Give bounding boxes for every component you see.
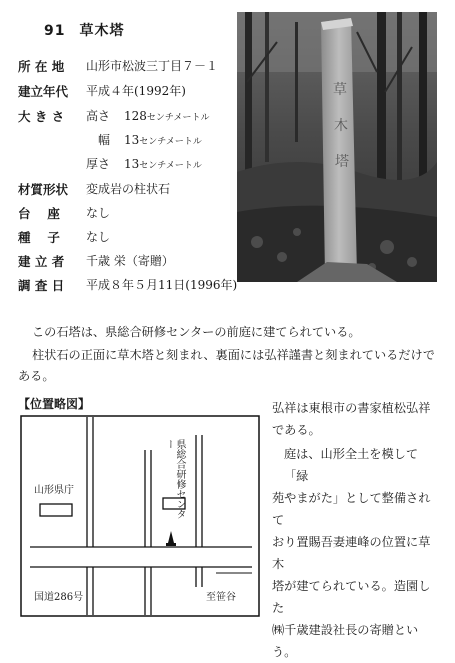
- size-depth: 厚さ 13センチメートル: [86, 157, 202, 171]
- field-value: なし: [86, 206, 111, 220]
- field-value: なし: [86, 230, 111, 244]
- field-value: 平成４年(1992年): [86, 84, 186, 98]
- field-label: 調 査 日: [18, 278, 65, 293]
- side-text: [272, 397, 442, 663]
- field-label: 台 座: [18, 206, 60, 221]
- paragraph-1: この石塔は、県総合研修センターの前庭に建てられている。: [32, 325, 361, 339]
- side-line: ㈱千歳建設社長の寄贈という。: [272, 623, 419, 659]
- side-line: である。: [272, 423, 321, 437]
- side-line: おり置賜吾妻連峰の位置に草木: [272, 535, 431, 571]
- size-height: 高さ 128センチメートル: [86, 109, 210, 123]
- field-label: 所 在 地: [18, 59, 65, 74]
- stone-pillar-photo: [237, 12, 437, 282]
- field-label: 材質形状: [18, 182, 69, 197]
- svg-text:草: 草: [333, 82, 347, 98]
- entry-title: 草木塔: [79, 23, 125, 39]
- side-line: 弘祥は東根市の書家植松弘祥: [272, 401, 431, 415]
- map-drawing: [20, 415, 260, 617]
- field-label: 建 立 者: [18, 254, 65, 269]
- map-label-route-286: 国道286号: [34, 592, 84, 603]
- field-value: 千歳 栄（寄贈）: [86, 254, 174, 268]
- side-line: 苑やまがた」として整備されて: [272, 491, 431, 527]
- map-heading: 【位置略図】: [18, 397, 91, 411]
- map-label-training-center: 県総合研修センター: [163, 439, 185, 519]
- svg-text:木: 木: [334, 118, 348, 134]
- map-label-prefectural-office: 山形県庁: [34, 485, 74, 496]
- side-line: 庭は、山形全土を模して「緑: [284, 447, 419, 483]
- map-label-sasaya: 至笹谷: [206, 592, 236, 603]
- paragraph-2-line-1: 柱状石の正面に草木塔と刻まれ、裏面には弘祥謹書と刻まれているだけで: [32, 348, 435, 362]
- field-value: 平成８年５月11日(1996年): [86, 278, 238, 292]
- location-map: [20, 415, 260, 617]
- photo-illustration: [237, 12, 437, 282]
- entry-number: 91: [44, 23, 66, 39]
- page-title: [44, 20, 124, 40]
- field-label: 大 き さ: [18, 109, 65, 124]
- paragraph-2-line-2: ある。: [18, 369, 55, 383]
- field-value: 変成岩の柱状石: [86, 182, 171, 196]
- field-value: 山形市松波三丁目７－１: [86, 59, 219, 73]
- side-line: 塔が建てられている。造園した: [272, 579, 431, 615]
- svg-text:塔: 塔: [335, 154, 349, 170]
- field-label: 種 子: [18, 230, 60, 245]
- size-width: 幅 13センチメートル: [98, 133, 202, 147]
- field-label: 建立年代: [18, 84, 69, 99]
